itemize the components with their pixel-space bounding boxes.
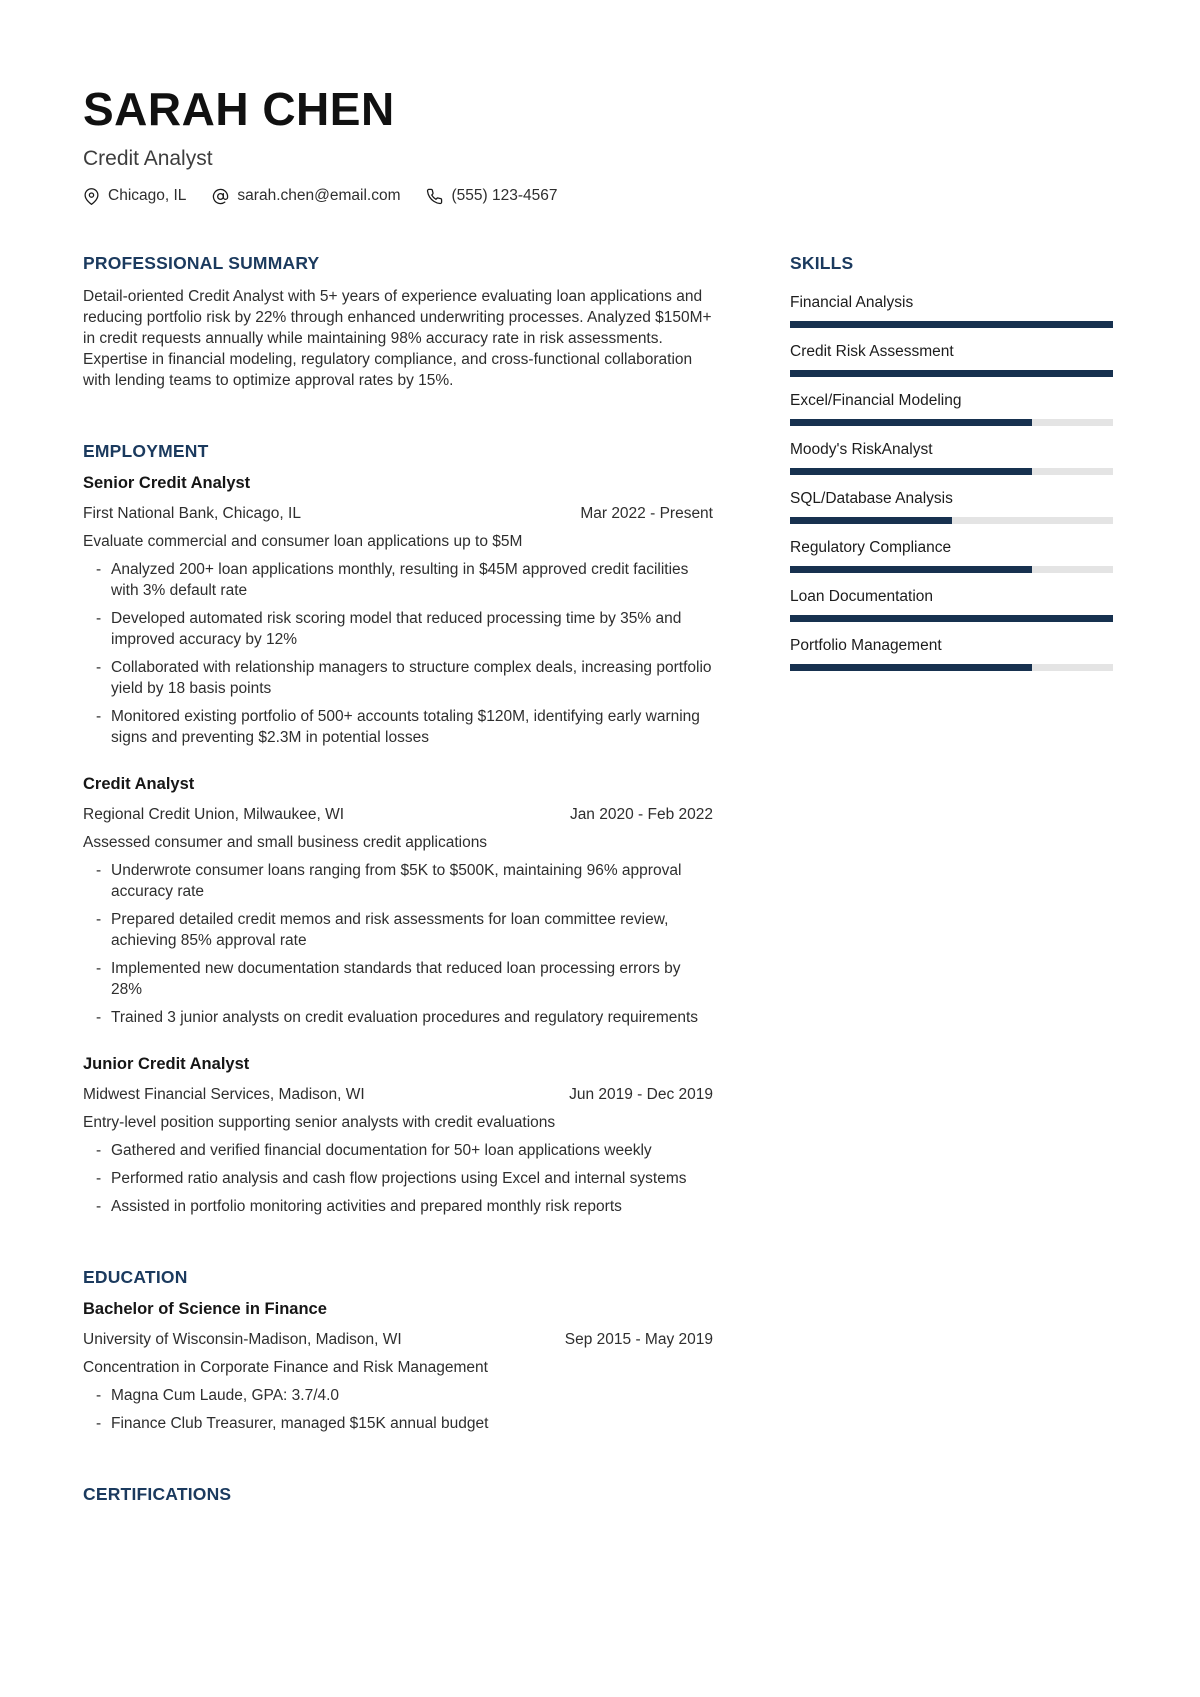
skill-bar-track bbox=[790, 419, 1113, 426]
job-entry bbox=[83, 775, 713, 1028]
job-meta-row bbox=[83, 804, 713, 825]
skill-bar-fill bbox=[790, 664, 1032, 671]
skill-item bbox=[790, 440, 1113, 475]
skill-label: Credit Risk Assessment bbox=[790, 343, 954, 361]
contact-email bbox=[212, 187, 400, 205]
contact-phone-text: (555) 123-4567 bbox=[451, 187, 558, 205]
job-entry bbox=[83, 1055, 713, 1217]
job-bullet: - Collaborated with relationship managers to structure complex deals, increasing portfolio yield by 18 basis points bbox=[83, 657, 713, 699]
resume-body bbox=[83, 253, 1113, 1517]
contact-location-text: Chicago, IL bbox=[108, 187, 187, 205]
at-sign-icon bbox=[212, 188, 229, 205]
job-title: Credit Analyst bbox=[83, 775, 195, 794]
job-bullets bbox=[83, 860, 713, 1028]
job-bullet: - Assisted in portfolio monitoring activities and prepared monthly risk reports bbox=[83, 1196, 713, 1217]
skill-item bbox=[790, 489, 1113, 524]
education-bullet: - Finance Club Treasurer, managed $15K annual budget bbox=[83, 1413, 713, 1434]
job-entry bbox=[83, 474, 713, 748]
job-description: Entry-level position supporting senior analysts with credit evaluations bbox=[83, 1113, 556, 1131]
skill-bar-track bbox=[790, 321, 1113, 328]
skill-item bbox=[790, 538, 1113, 573]
side-column bbox=[790, 253, 1113, 1517]
summary-heading: PROFESSIONAL SUMMARY bbox=[83, 253, 320, 274]
skill-label: Financial Analysis bbox=[790, 294, 914, 312]
section-education bbox=[83, 1267, 713, 1434]
job-bullet: - Analyzed 200+ loan applications monthly, resulting in $45M approved credit facilities with 3% default rate bbox=[83, 559, 713, 601]
skill-bar-track bbox=[790, 517, 1113, 524]
contact-row bbox=[83, 187, 1113, 205]
job-meta-row bbox=[83, 503, 713, 524]
skill-label: Moody's RiskAnalyst bbox=[790, 441, 933, 459]
job-bullets bbox=[83, 559, 713, 748]
skill-bar-track bbox=[790, 468, 1113, 475]
candidate-title: Credit Analyst bbox=[83, 147, 213, 170]
contact-email-text: sarah.chen@email.com bbox=[237, 187, 401, 205]
education-degree: Bachelor of Science in Finance bbox=[83, 1299, 327, 1318]
skill-bar-track bbox=[790, 664, 1113, 671]
section-professional-summary bbox=[83, 253, 713, 391]
job-bullet: - Monitored existing portfolio of 500+ accounts totaling $120M, identifying early warning signs and preventing $2.3M in potential losses bbox=[83, 706, 713, 748]
skill-bar-fill bbox=[790, 370, 1113, 377]
job-bullet: - Trained 3 junior analysts on credit evaluation procedures and regulatory requirements bbox=[83, 1007, 713, 1028]
skill-item bbox=[790, 293, 1113, 328]
candidate-name: SARAH CHEN bbox=[83, 83, 395, 135]
job-bullet: - Gathered and verified financial documentation for 50+ loan applications weekly bbox=[83, 1140, 713, 1161]
section-skills bbox=[790, 253, 1113, 671]
employment-heading: EMPLOYMENT bbox=[83, 441, 209, 462]
skill-bar-fill bbox=[790, 615, 1113, 622]
skill-label: Portfolio Management bbox=[790, 637, 942, 655]
job-bullet: - Underwrote consumer loans ranging from $5K to $500K, maintaining 96% approval accuracy rate bbox=[83, 860, 713, 902]
skill-bar-fill bbox=[790, 566, 1032, 573]
job-bullets bbox=[83, 1140, 713, 1217]
skill-label: Regulatory Compliance bbox=[790, 539, 952, 557]
location-pin-icon bbox=[83, 188, 100, 205]
education-bullet: - Magna Cum Laude, GPA: 3.7/4.0 bbox=[83, 1385, 713, 1406]
skills-heading: SKILLS bbox=[790, 253, 854, 274]
job-description: Assessed consumer and small business credit applications bbox=[83, 833, 488, 851]
skill-label: Excel/Financial Modeling bbox=[790, 392, 962, 410]
job-title: Senior Credit Analyst bbox=[83, 474, 251, 493]
skill-item bbox=[790, 342, 1113, 377]
education-school: University of Wisconsin-Madison, Madison, WI bbox=[83, 1330, 402, 1348]
education-meta-row bbox=[83, 1329, 713, 1350]
education-heading: EDUCATION bbox=[83, 1266, 188, 1287]
summary-text: Detail-oriented Credit Analyst with 5+ years of experience evaluating loan applications and reducing portfolio risk by 22% through enhanced underwriting processes. Analyzed $150M+ in credit requests annually while maintaining 98% accuracy rate in risk assessments. Expertise in financial modeling, regulatory compliance, and cross-functional collaboration with lending teams to optimize approval rates by 15%. bbox=[83, 288, 712, 390]
section-employment bbox=[83, 441, 713, 1217]
job-company: Midwest Financial Services, Madison, WI bbox=[83, 1085, 365, 1103]
contact-location bbox=[83, 187, 186, 205]
skill-bar-fill bbox=[790, 321, 1113, 328]
job-description: Evaluate commercial and consumer loan applications up to $5M bbox=[83, 533, 523, 551]
skill-bar-track bbox=[790, 370, 1113, 377]
contact-phone bbox=[426, 187, 557, 205]
skill-label: Loan Documentation bbox=[790, 588, 934, 606]
education-description: Concentration in Corporate Finance and Risk Management bbox=[83, 1358, 488, 1376]
job-company: Regional Credit Union, Milwaukee, WI bbox=[83, 805, 345, 823]
job-title: Junior Credit Analyst bbox=[83, 1054, 250, 1073]
skill-bar-fill bbox=[790, 468, 1032, 475]
job-dates: Jan 2020 - Feb 2022 bbox=[569, 805, 713, 823]
skill-item bbox=[790, 391, 1113, 426]
skill-label: SQL/Database Analysis bbox=[790, 490, 953, 508]
section-certifications bbox=[83, 1484, 713, 1504]
main-column bbox=[83, 253, 713, 1517]
skill-bar-fill bbox=[790, 517, 952, 524]
job-bullet: - Implemented new documentation standards that reduced loan processing errors by 28% bbox=[83, 958, 713, 1000]
skill-item bbox=[790, 587, 1113, 622]
skill-bar-fill bbox=[790, 419, 1032, 426]
resume-header bbox=[83, 83, 1113, 205]
job-bullet: - Performed ratio analysis and cash flow projections using Excel and internal systems bbox=[83, 1168, 713, 1189]
skill-bar-track bbox=[790, 615, 1113, 622]
job-company: First National Bank, Chicago, IL bbox=[83, 505, 301, 523]
phone-icon bbox=[426, 188, 443, 205]
skill-bar-track bbox=[790, 566, 1113, 573]
skill-item bbox=[790, 636, 1113, 671]
job-dates: Mar 2022 - Present bbox=[580, 505, 713, 523]
certifications-heading: CERTIFICATIONS bbox=[83, 1483, 232, 1504]
job-bullet: - Developed automated risk scoring model that reduced processing time by 35% and improved accuracy by 12% bbox=[83, 608, 713, 650]
job-meta-row bbox=[83, 1084, 713, 1105]
job-dates: Jun 2019 - Dec 2019 bbox=[569, 1085, 713, 1103]
education-bullets bbox=[83, 1385, 713, 1434]
education-dates: Sep 2015 - May 2019 bbox=[564, 1330, 713, 1348]
job-bullet: - Prepared detailed credit memos and risk assessments for loan committee review, achieving 85% approval rate bbox=[83, 909, 713, 951]
